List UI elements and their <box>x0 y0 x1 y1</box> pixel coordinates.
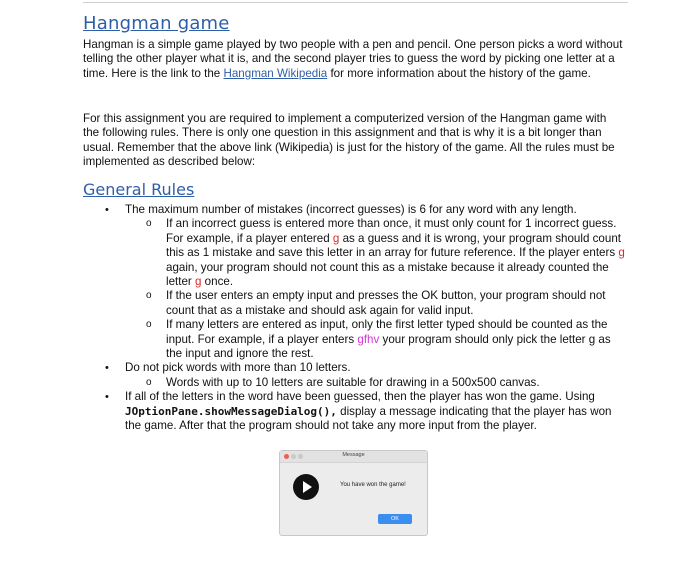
rule-win-condition <box>83 390 628 433</box>
bullet-disc-icon: • <box>105 362 109 375</box>
dialog-message: You have won the game! <box>340 482 406 488</box>
letter-g: g <box>588 332 596 346</box>
hangman-wikipedia-link[interactable]: Hangman Wikipedia <box>223 66 328 80</box>
rule-text: Do not pick words with more than 10 letters. <box>125 361 351 375</box>
subrule-canvas-size <box>83 376 628 390</box>
subrule-text-2: as a guess and it is wrong, your program should count this as 1 mistake and save this letter in an array for future reference. If the player enters <box>166 231 621 260</box>
bullet-circle-icon: o <box>146 290 152 302</box>
play-icon <box>293 474 319 500</box>
subrule-text-1: If an incorrect guess is entered more than once, it must only count for 1 incorrect guess. For example, if a player entered <box>166 217 617 245</box>
assignment-paragraph: For this assignment you are required to implement a computerized version of the Hangman game with the following rules. There is only one question in this assignment and that is why it is a bit longer than usual. Remember that the above link (Wikipedia) is just for the history of the game. All the rules must be implemented as described below: <box>83 112 615 169</box>
letter-g-red: g <box>332 231 340 245</box>
section-title-general-rules: General Rules <box>83 180 195 199</box>
rules-list <box>83 203 628 434</box>
dialog-ok-button: OK <box>378 514 412 524</box>
subrule-text-2: your program should only pick the letter <box>379 332 589 346</box>
message-dialog-image <box>279 450 428 536</box>
rule-word-length <box>83 361 628 375</box>
subrule-many-letters <box>83 318 628 361</box>
bullet-circle-icon: o <box>146 376 152 388</box>
intro-paragraph <box>83 38 623 81</box>
page-title: Hangman game <box>83 13 230 34</box>
rule-text-1: If all of the letters in the word have been guessed, then the player has won the game. Using <box>125 390 595 404</box>
intro-text-1: Hangman is a simple game played by two people with a pen and pencil. One person picks a word without telling the other player what it is, and the second player tries to guess the word by picking one letter at a time. Here is the link to the <box>83 38 623 80</box>
rule-text: The maximum number of mistakes (incorrect guesses) is 6 for any word with any length. <box>125 203 577 216</box>
subrule-empty-input <box>83 289 628 318</box>
rule-max-mistakes <box>83 203 628 217</box>
subrule-text-3: again, your program should not count this as a mistake because it already counted the letter <box>166 260 609 289</box>
letter-g-red: g <box>195 275 202 289</box>
bullet-circle-icon: o <box>146 319 152 331</box>
subrule-text-4: once. <box>201 275 234 289</box>
dialog-title: Message <box>342 452 365 458</box>
dialog-titlebar <box>280 451 427 463</box>
intro-text-2: for more information about the history of the game. <box>327 66 591 80</box>
bullet-disc-icon: • <box>105 391 109 404</box>
example-word-magenta: gfhv <box>357 332 380 346</box>
subrule-text-1: If many letters are entered as input, only the first letter typed should be counted as the input. For example, if a player enters <box>166 318 608 346</box>
subrule-text: If the user enters an empty input and presses the OK button, your program should not count that as a mistake and should ask again for valid input. <box>166 289 606 317</box>
rule-text-2: display a message indicating that the player has won the game. After that the program should not take any more input from the player. <box>125 404 612 433</box>
subrule-text: Words with up to 10 letters are suitable for drawing in a 500x500 canvas. <box>166 375 540 389</box>
bullet-circle-icon: o <box>146 218 152 230</box>
top-rule <box>83 2 628 3</box>
bullet-disc-icon: • <box>105 204 109 216</box>
subrule-text-3: as the input and ignore the rest. <box>166 332 611 361</box>
letter-g-red: g <box>618 246 625 260</box>
code-snippet: JOptionPane.showMessageDialog(), <box>125 404 337 418</box>
subrule-repeat-guess <box>83 217 628 289</box>
